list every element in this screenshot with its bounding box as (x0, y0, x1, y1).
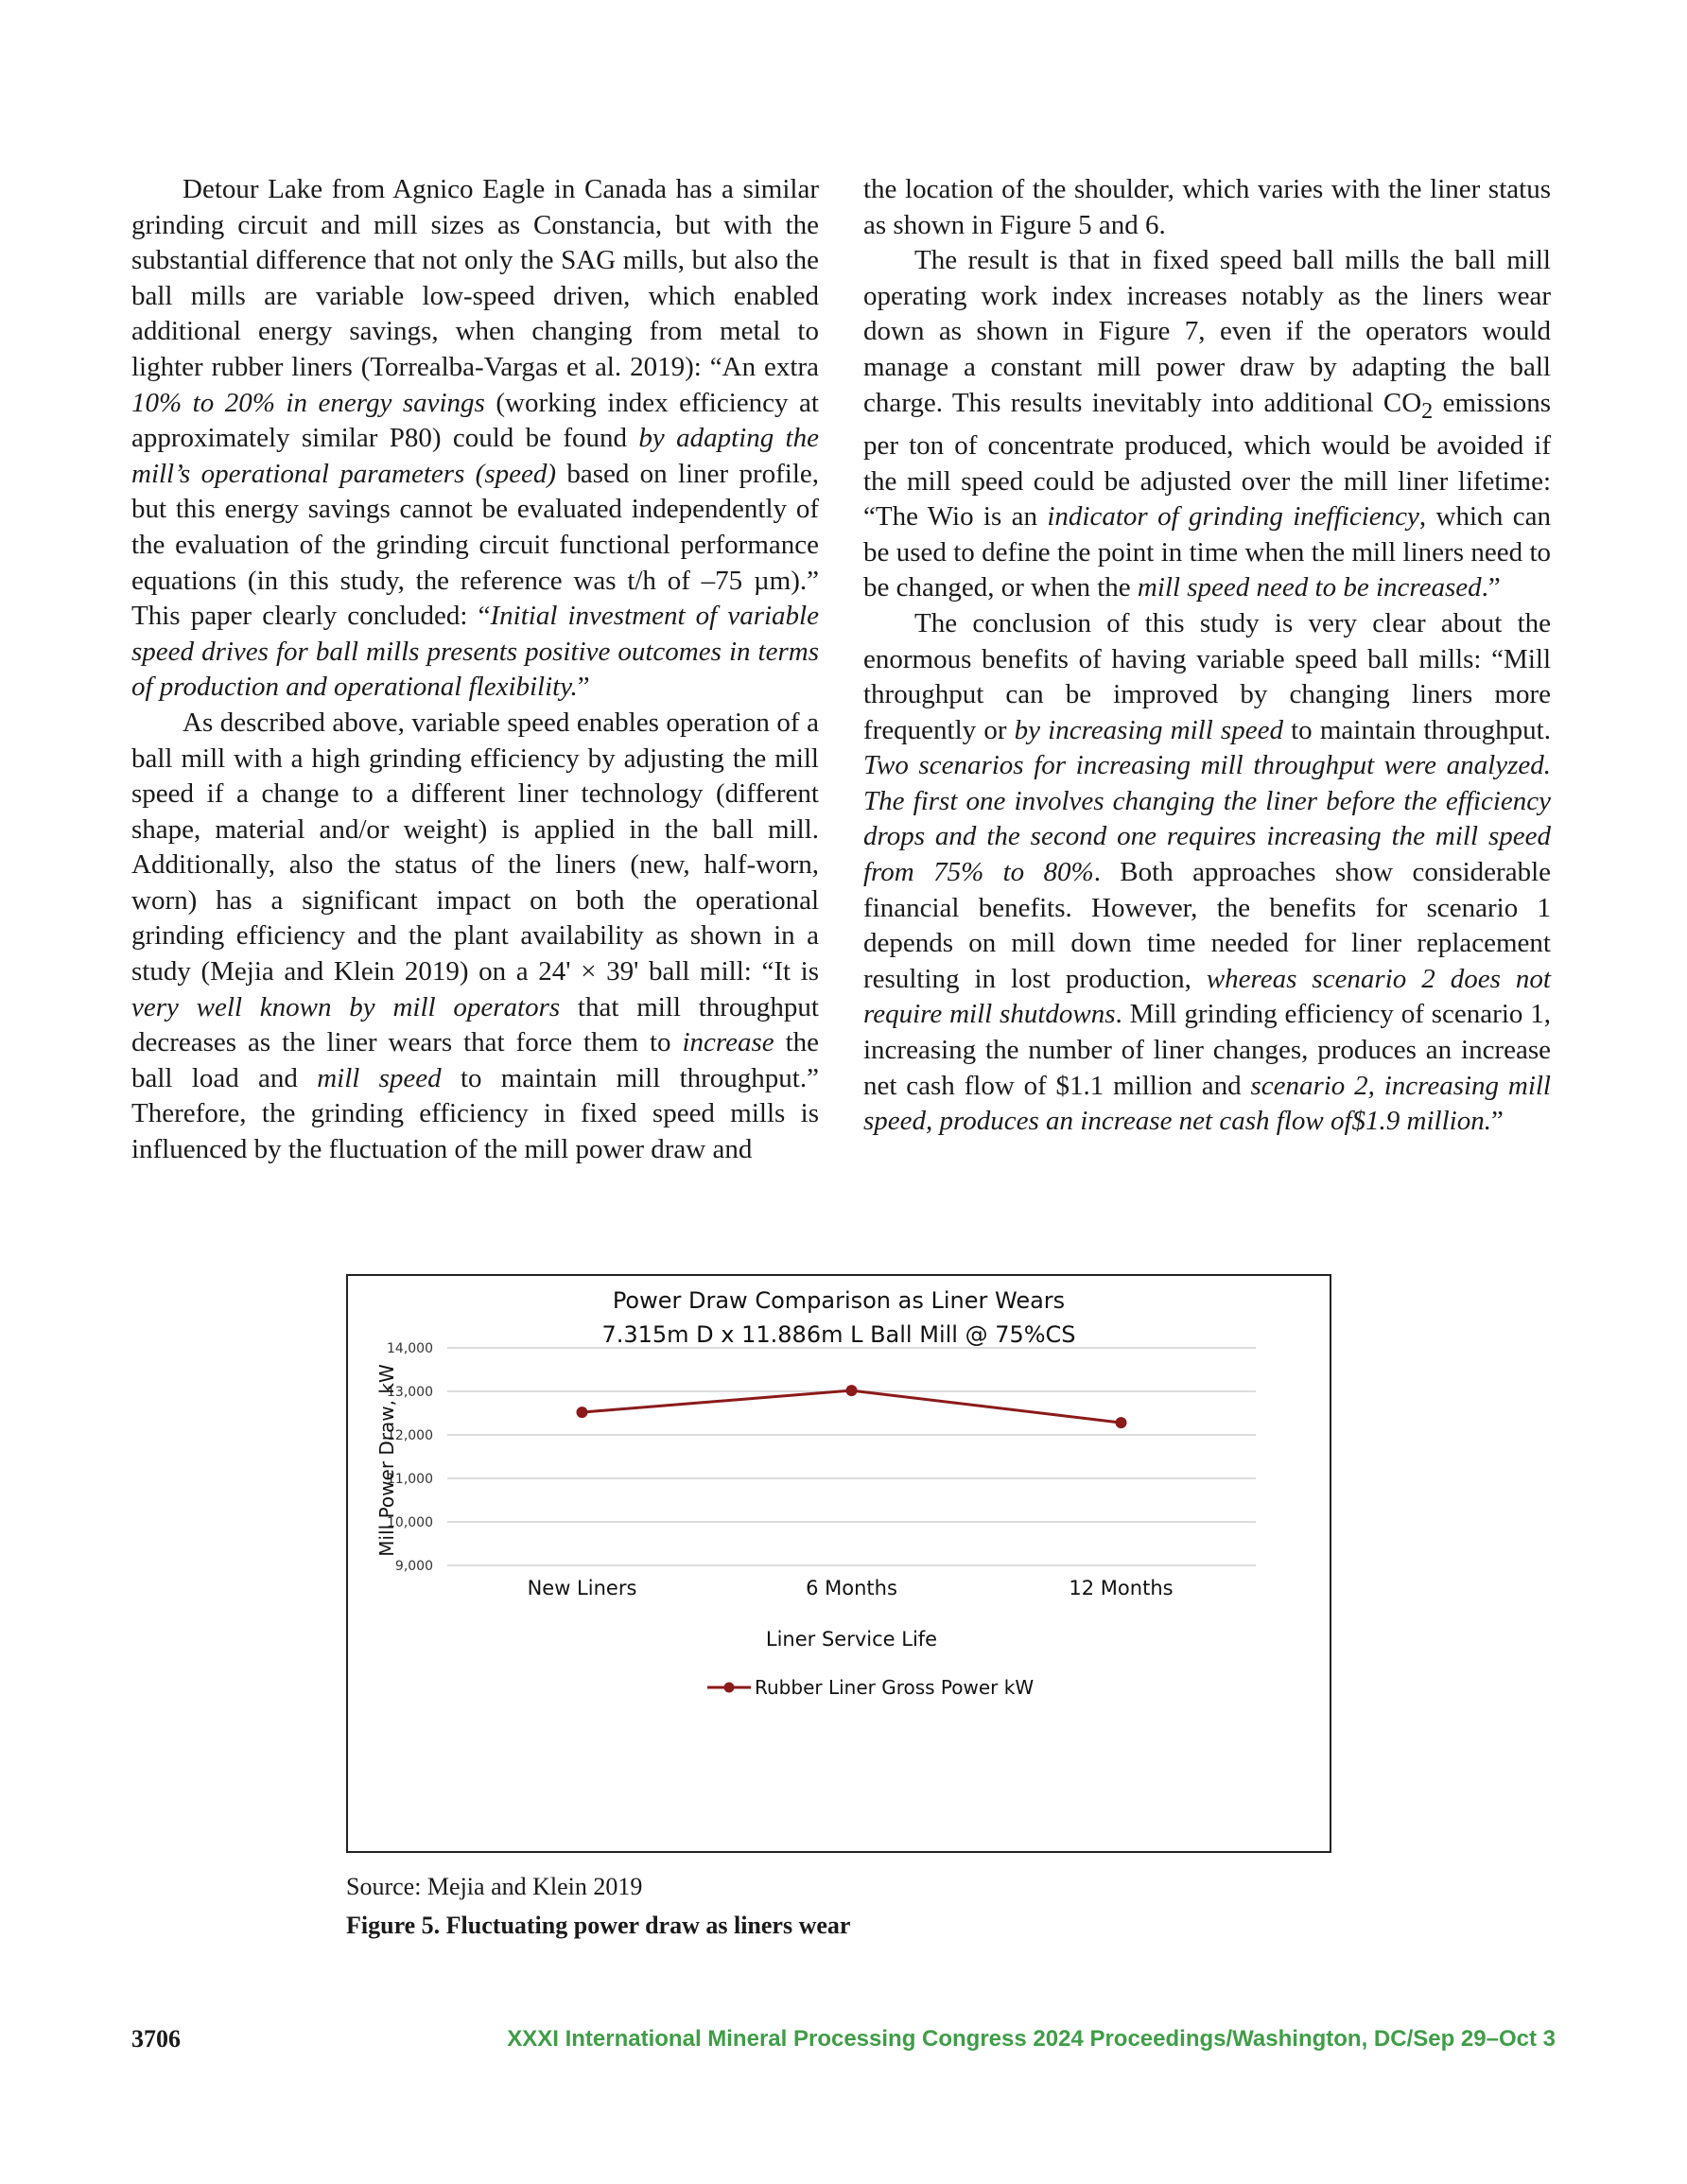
text-run: the location of the shoulder, which varies with the liner status as shown in Figure 5 and 6. (863, 174, 1551, 240)
text-run: (working index efficiency at approximately similar P80) could be found (131, 387, 819, 454)
paragraph (863, 243, 1551, 606)
paragraph (131, 172, 819, 706)
legend-swatch-point (724, 1683, 735, 1693)
y-axis-label: Mill Power Draw, kW (375, 1364, 398, 1557)
figure-source: Source: Mejia and Klein 2019 (346, 1873, 643, 1900)
text-run: As described above, variable speed enables operation of a ball mill with a high grinding efficiency by adjusting the mill speed if a change to a different liner technology (different shape, material and/or weight) is applied in the ball mill. Additionally, also the status of the liners (new, half-worn, worn) has a significant impact on both the operational grinding efficiency and the plant availability as shown in a study (Mejia and Klein 2019) on a 24' × 39' ball mill: “It is (131, 707, 819, 987)
text-run: , which can be used to define the point in time when the mill liners need to be changed, or when the (863, 501, 1551, 603)
text-run: ” (577, 672, 590, 703)
x-tick-labels (528, 1577, 1174, 1599)
italic-text: Initial investment of variable speed drives for ball mills presents positive outcomes in terms of production and operational flexibility. (131, 601, 819, 703)
chart-title-line: Power Draw Comparison as Liner Wears (612, 1287, 1066, 1314)
left-column (131, 172, 819, 1168)
x-tick-label: New Liners (527, 1577, 637, 1599)
figure-5-chart (346, 1274, 1331, 1853)
y-tick-label: 10,000 (387, 1515, 433, 1530)
text-run: to maintain mill throughput.” Therefore, the grinding efficiency in fixed speed mills is influenced by the fluctuation of the mill power draw and (131, 1062, 819, 1165)
running-footer: XXXI International Mineral Processing Congress 2024 Proceedings/Washington, DC/Sep 29–Oct 3 (507, 2026, 1556, 2052)
text-run: that mill throughput decreases as the liner wears that force them to (131, 991, 819, 1058)
data-point (846, 1385, 858, 1396)
chart-title-line: 7.315m D x 11.886m L Ball Mill @ 75%CS (601, 1321, 1076, 1348)
chart-title (601, 1287, 1075, 1348)
y-tick-label: 9,000 (394, 1559, 433, 1574)
paragraph (863, 172, 1551, 243)
y-tick-label: 13,000 (387, 1385, 433, 1400)
italic-text: increase (682, 1027, 774, 1058)
text-run: The result is that in fixed speed ball mills the ball mill operating work index increases notably as the liners wear down as shown in Figure 7, even if the operators would manage a constant mill power draw by adapting the ball charge. This results inevitably into additional CO (863, 245, 1551, 418)
right-column (863, 172, 1551, 1140)
text-run: . Both approaches show considerable financial benefits. However, the benefits for scenario 1 depends on mill down time needed for liner replacement resulting in lost production, (863, 857, 1551, 994)
page-number: 3706 (131, 2025, 181, 2053)
text-run: The conclusion of this study is very clear about the enormous benefits of having variable speed ball mills: “Mill throughput can be improved by changing liners more frequently or (863, 607, 1551, 745)
text-run: Detour Lake from Agnico Eagle in Canada has a similar grinding circuit and mill sizes as Constancia, but with the substantial difference that not only the SAG mills, but also the ball mills are variable low-speed driven, which enabled additional energy savings, when changing from metal to lighter rubber liners (Torrealba-Vargas et al. 2019): “An extra (131, 174, 819, 382)
x-tick-label: 6 Months (806, 1577, 897, 1599)
figure-caption: Figure 5. Fluctuating power draw as liners wear (346, 1912, 851, 1939)
chart-legend (707, 1676, 1034, 1699)
y-tick-label: 11,000 (387, 1472, 433, 1487)
italic-text: mill speed (317, 1062, 442, 1093)
italic-text: scenario 2, increasing mill speed, produces an increase net cash flow of$1.9 million. (863, 1070, 1551, 1137)
italic-text: by adapting the mill’s operational parameters (speed) (131, 423, 819, 489)
italic-text: whereas scenario 2 does not require mill shutdowns (863, 963, 1551, 1030)
legend-label: Rubber Liner Gross Power kW (755, 1676, 1035, 1699)
text-run: to maintain throughput. (1282, 714, 1551, 745)
y-tick-label: 12,000 (387, 1428, 433, 1443)
italic-text: very well known by mill operators (131, 991, 561, 1022)
chart-gridlines (447, 1348, 1256, 1565)
text-run: .” (1481, 572, 1501, 603)
x-axis-label: Liner Service Life (765, 1628, 938, 1651)
y-tick-label: 14,000 (387, 1341, 433, 1356)
text-run: ” (1490, 1106, 1504, 1137)
italic-text: by increasing mill speed (1014, 714, 1283, 745)
italic-text: Two scenarios for increasing mill throughput were analyzed. The first one involves changing the liner before the efficiency drops and the second one requires increasing the mill speed from 75% to 80% (863, 750, 1551, 888)
line-chart (348, 1276, 1330, 1851)
text-run: emissions per ton of concentrate produced, which would be avoided if the mill speed could be adjusted over the mill liner lifetime: “The Wio is an (863, 387, 1551, 533)
text-run: the ball load and (131, 1027, 820, 1093)
text-run: . Mill grinding efficiency of scenario 1, increasing the number of liner changes, produces an increase net cash flow of $1.1 million and (863, 999, 1551, 1101)
data-point (577, 1406, 588, 1418)
italic-text: indicator of grinding inefficiency (1047, 501, 1419, 533)
data-point (1116, 1417, 1127, 1428)
italic-text: mill speed need to be increased (1137, 572, 1482, 603)
paragraph (131, 706, 819, 1168)
x-tick-label: 12 Months (1069, 1577, 1174, 1599)
subscript-text: 2 (1421, 397, 1434, 424)
text-run: based on liner profile, but this energy savings cannot be evaluated independently of the evaluation of the grinding circuit functional performance equations (in this study, the reference was t/h of –75 µm).” This paper clearly concluded: “ (131, 458, 819, 632)
paragraph (863, 606, 1551, 1140)
italic-text: 10% to 20% in energy savings (131, 387, 485, 418)
